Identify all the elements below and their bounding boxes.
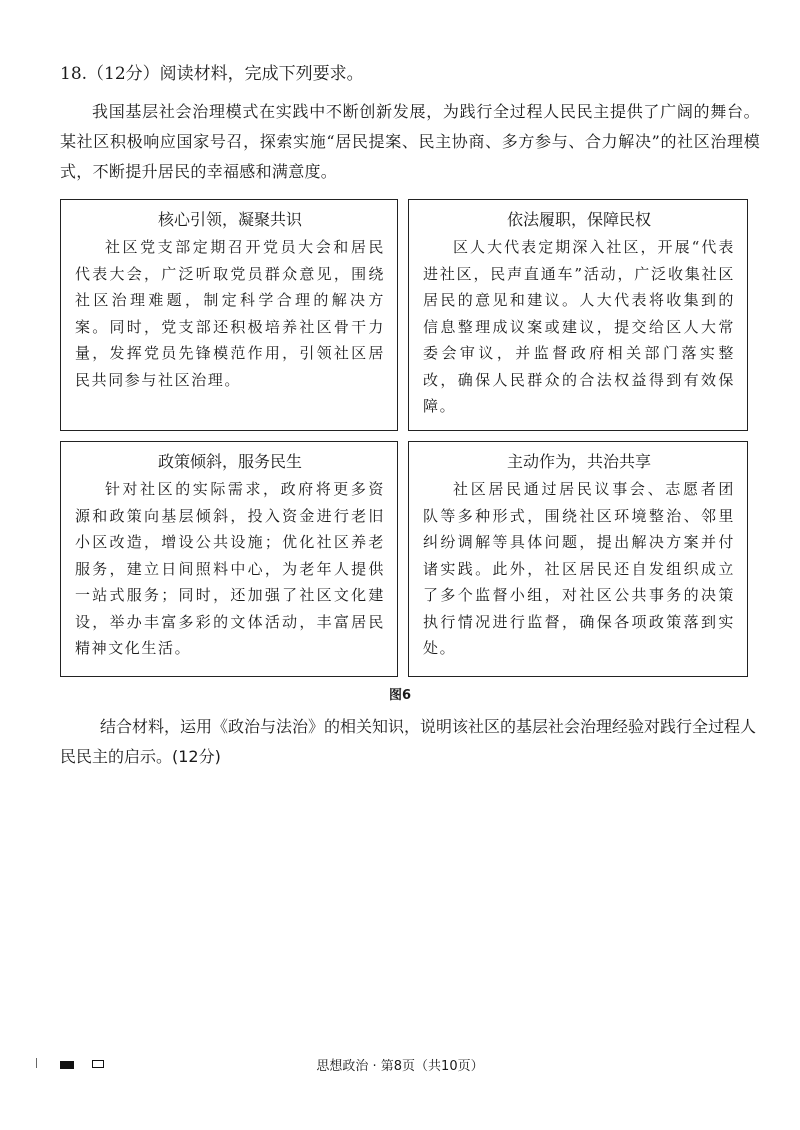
material-box-core-leadership (60, 199, 398, 431)
question-header: 18.（12分）阅读材料，完成下列要求。 (60, 64, 364, 84)
material-box-policy-support (60, 441, 398, 677)
box-body: 针对社区的实际需求，政府将更多资源和政策向基层倾斜，投入资金进行老旧小区改造，增设公共设施；优化社区养老服务，建立日间照料中心，为老年人提供一站式服务；同时，还加强了社区文化建设，举办丰富多彩的文体活动，丰富居民精神文化生活。 (75, 480, 385, 657)
box-body: 区人大代表定期深入社区，开展“代表进社区，民声直通车”活动，广泛收集社区居民的意见和建议。人大代表将收集到的信息整理成议案或建议，提交给区人大常委会审议，并监督政府相关部门落实整改，确保人民群众的合法权益得到有效保障。 (423, 238, 735, 415)
figure-caption: 图6 (388, 688, 412, 703)
box-title: 政策倾斜，服务民生 (157, 452, 302, 471)
material-intro: 我国基层社会治理模式在实践中不断创新发展，为践行全过程人民民主提供了广阔的舞台。某社区积极响应国家号召，探索实施“居民提案、民主协商、多方参与、合力解决”的社区治理模式，不断提升居民的幸福感和满意度。 (60, 102, 760, 181)
material-box-lawful-duty (408, 199, 748, 431)
box-body: 社区居民通过居民议事会、志愿者团队等多种形式，围绕社区环境整治、邻里纠纷调解等具体问题，提出解决方案并付诸实践。此外，社区居民还自发组织成立了多个监督小组，对社区公共事务的决策执行情况进行监督，确保各项政策落到实处。 (423, 480, 735, 657)
box-title: 依法履职，保障民权 (506, 210, 651, 229)
question-task: 结合材料，运用《政治与法治》的相关知识，说明该社区的基层社会治理经验对践行全过程人民民主的启示。(12分) (60, 717, 757, 766)
page-footer: 思想政治 · 第8页（共10页） (316, 1059, 484, 1074)
material-box-co-governance (408, 441, 748, 677)
box-title: 核心引领，凝聚共识 (157, 210, 302, 229)
box-body: 社区党支部定期召开党员大会和居民代表大会，广泛听取党员群众意见，围绕社区治理难题，制定科学合理的解决方案。同时，党支部还积极培养社区骨干力量，发挥党员先锋模范作用，引领社区居民共同参与社区治理。 (75, 238, 385, 389)
box-title: 主动作为，共治共享 (506, 452, 651, 471)
